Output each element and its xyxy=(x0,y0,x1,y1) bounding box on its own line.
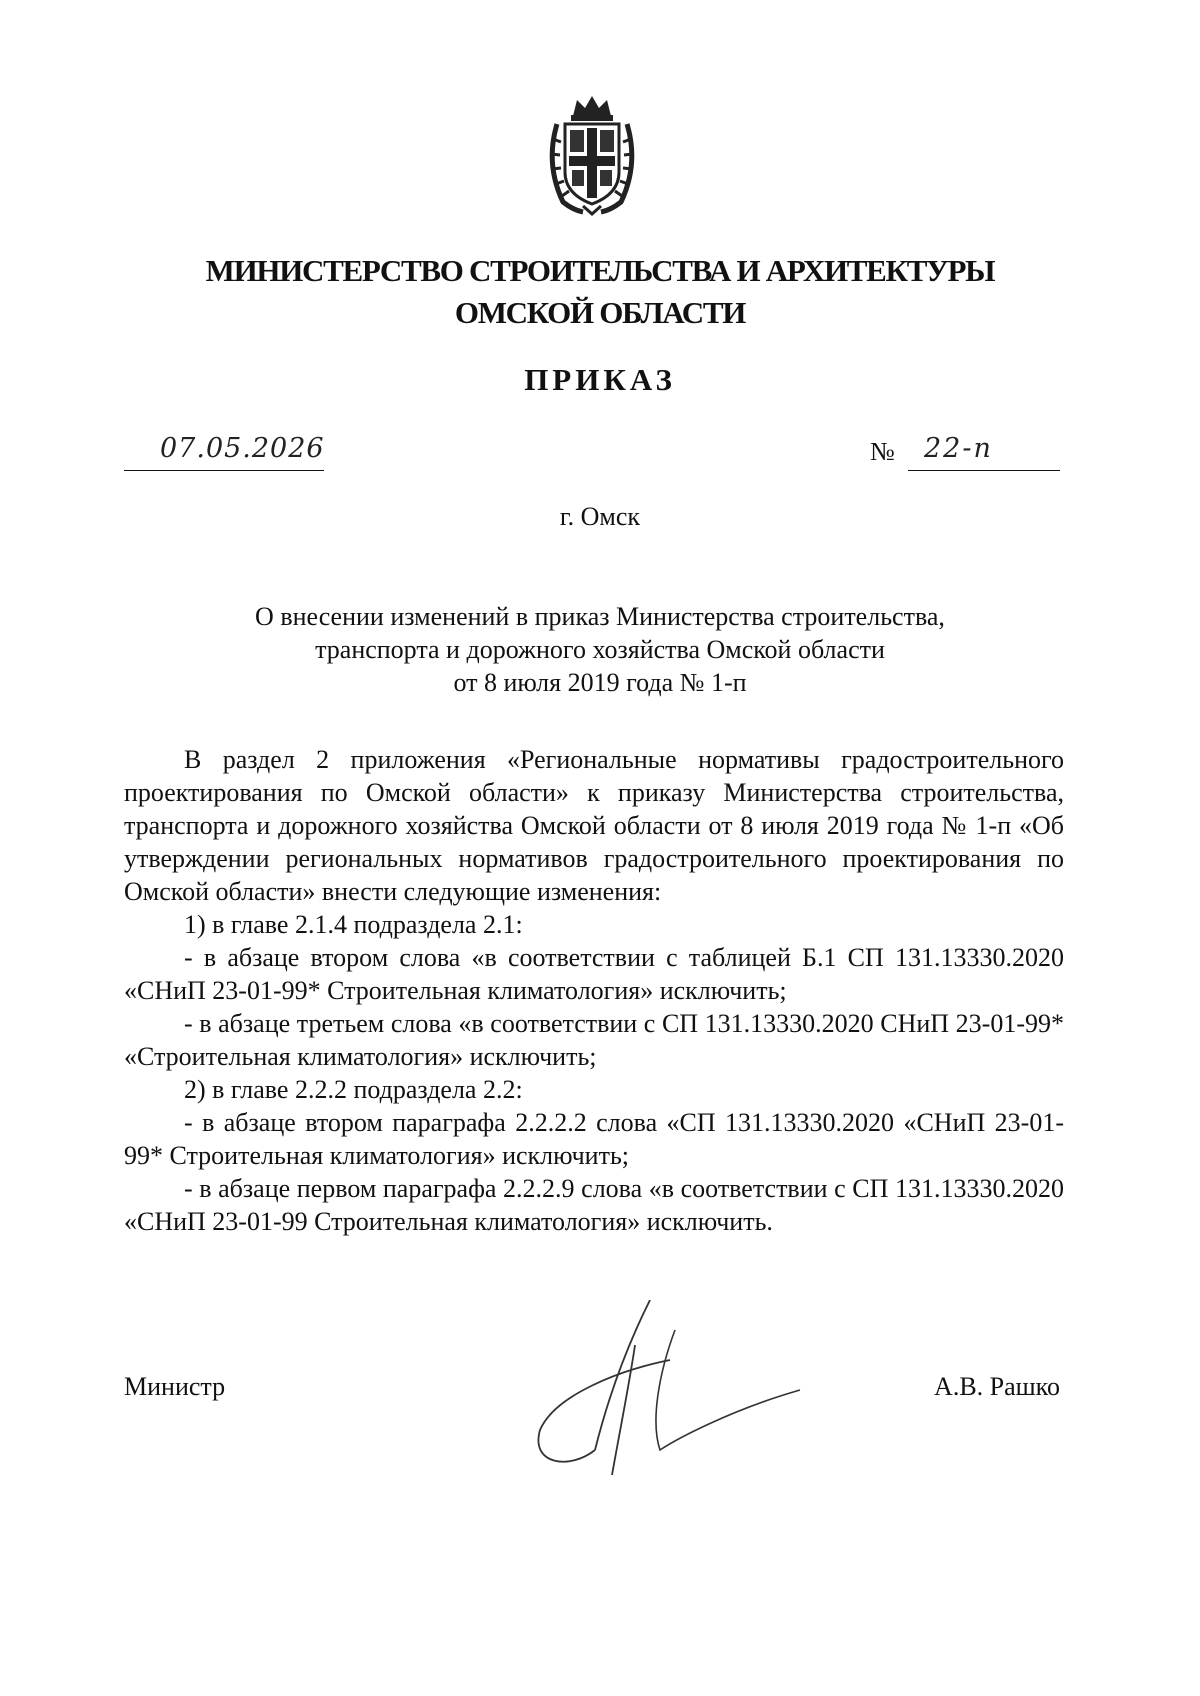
signatory-position: Министр xyxy=(124,1372,226,1401)
subject-line1: О внесении изменений в приказ Министерства строительства, xyxy=(255,602,945,631)
document-body xyxy=(124,743,1064,1238)
handwritten-number: 22-п xyxy=(924,433,993,464)
doc-type-title: ПРИКАЗ xyxy=(524,362,676,397)
coat-of-arms-icon xyxy=(543,94,641,216)
body-item-1a: - в абзаце втором слова «в соответствии с таблицей Б.1 СП 131.13330.2020 «СНиП 23-01-99* Строительная климатология» исключить; xyxy=(124,943,1064,1005)
ministry-name-line2: ОМСКОЙ ОБЛАСТИ xyxy=(454,295,746,330)
date-field xyxy=(124,430,324,471)
body-item-2a: - в абзаце втором параграфа 2.2.2.2 слова «СП 131.13330.2020 «СНиП 23-01-99* Строительная климатология» исключить; xyxy=(124,1108,1064,1170)
body-item-1: 1) в главе 2.1.4 подраздела 2.1: xyxy=(184,910,523,939)
body-item-2: 2) в главе 2.2.2 подраздела 2.2: xyxy=(184,1075,523,1104)
body-intro: В раздел 2 приложения «Региональные нормативы градостроительного проектирования по Омской области» к приказу Министерства строительства, транспорта и дорожного хозяйства Омской области от 8 июля 2019 года № 1-п «Об утверждении региональных нормативов градостроительного проектирования по Омской области» внести следующие изменения: xyxy=(124,745,1064,906)
document-subject xyxy=(150,600,1050,699)
ministry-name xyxy=(120,250,1080,334)
ministry-name-line1: МИНИСТЕРСТВО СТРОИТЕЛЬСТВА И АРХИТЕКТУРЫ xyxy=(205,253,995,288)
body-item-1b: - в абзаце третьем слова «в соответствии с СП 131.13330.2020 СНиП 23-01-99* «Строительная климатология» исключить; xyxy=(124,1009,1064,1071)
signatory-name: А.В. Рашко xyxy=(934,1372,1060,1401)
subject-line3: от 8 июля 2019 года № 1-п xyxy=(453,668,747,697)
subject-line2: транспорта и дорожного хозяйства Омской области xyxy=(315,635,885,664)
number-label: № xyxy=(870,437,895,466)
handwritten-date: 07.05.2026 xyxy=(160,433,325,464)
city: г. Омск xyxy=(559,502,641,531)
body-item-2b: - в абзаце первом параграфа 2.2.2.9 слова «в соответствии с СП 131.13330.2020 «СНиП 23-01-99 Строительная климатология» исключить. xyxy=(124,1174,1064,1236)
number-field xyxy=(908,430,1060,471)
handwritten-signature-icon xyxy=(500,1300,840,1480)
